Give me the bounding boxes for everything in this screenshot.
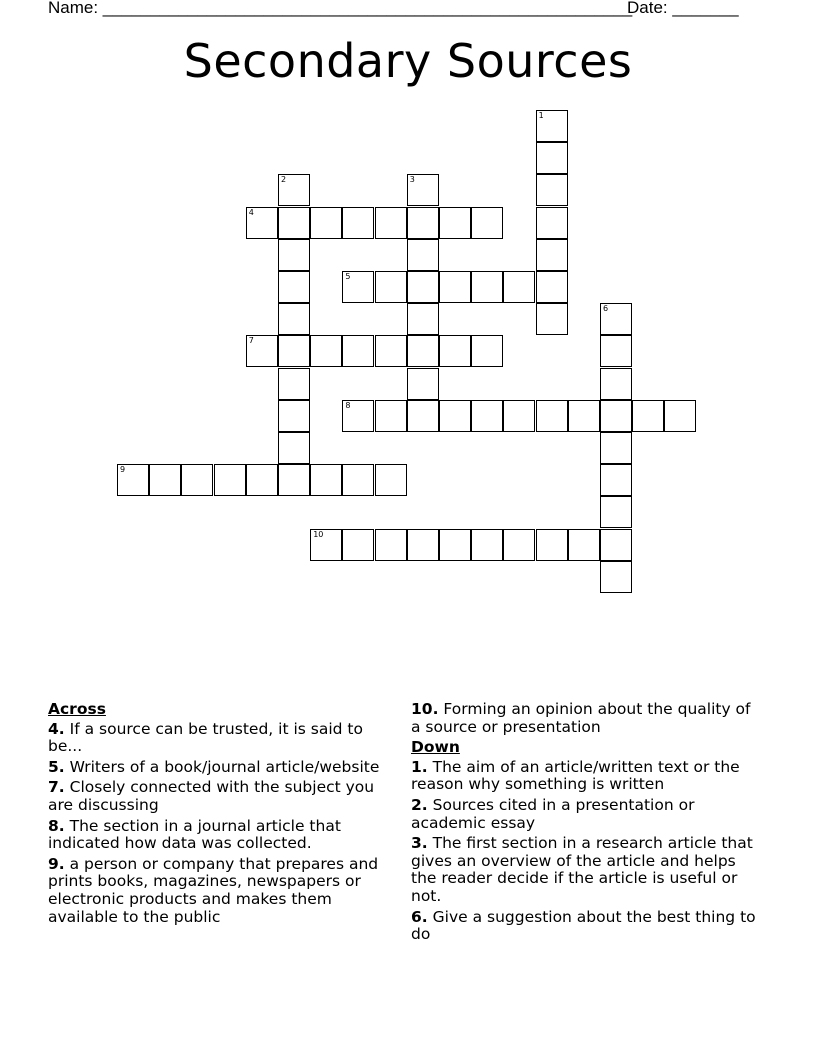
grid-cell[interactable] xyxy=(536,110,568,142)
grid-cell[interactable] xyxy=(278,335,310,367)
clue-number-label: 1 xyxy=(538,111,544,120)
clue-number-label: 3 xyxy=(409,175,415,185)
grid-cell[interactable] xyxy=(342,335,374,367)
grid-cell[interactable] xyxy=(471,207,503,239)
clue-across-7 xyxy=(48,779,393,814)
grid-cell[interactable] xyxy=(664,400,696,432)
grid-cell[interactable] xyxy=(536,271,568,303)
name-field[interactable]: Name: ________________________________________________________ xyxy=(48,0,633,17)
grid-cell[interactable] xyxy=(503,271,535,303)
grid-cell[interactable] xyxy=(342,529,374,561)
grid-cell[interactable] xyxy=(310,207,342,239)
grid-cell[interactable] xyxy=(600,529,632,561)
clue-text: Give a suggestion about the best thing to do xyxy=(411,907,756,944)
grid-cell[interactable] xyxy=(149,464,181,496)
grid-cell[interactable] xyxy=(536,303,568,335)
grid-cell[interactable] xyxy=(375,464,407,496)
grid-cell[interactable] xyxy=(600,561,632,593)
clue-number: 3. xyxy=(411,834,428,853)
grid-cell[interactable] xyxy=(536,174,568,206)
clue-number-label: 9 xyxy=(120,465,126,475)
clue-text: The aim of an article/written text or the reason why something is written xyxy=(411,757,740,794)
grid-cell[interactable] xyxy=(342,271,374,303)
grid-cell[interactable] xyxy=(600,464,632,496)
clue-number: 2. xyxy=(411,795,428,814)
clue-text: Writers of a book/journal article/website xyxy=(69,757,380,776)
clue-number-label: 2 xyxy=(281,175,287,185)
clues-right-column xyxy=(411,701,761,947)
grid-cell[interactable] xyxy=(439,207,471,239)
grid-cell[interactable] xyxy=(536,529,568,561)
grid-cell[interactable] xyxy=(278,174,310,206)
clue-number: 4. xyxy=(48,719,65,738)
grid-cell[interactable] xyxy=(246,335,278,367)
grid-cell[interactable] xyxy=(600,400,632,432)
grid-cell[interactable] xyxy=(503,529,535,561)
clue-number-label: 5 xyxy=(345,272,351,281)
grid-cell[interactable] xyxy=(407,174,439,206)
down-heading: Down xyxy=(411,738,460,757)
grid-cell[interactable] xyxy=(342,400,374,432)
grid-cell[interactable] xyxy=(439,529,471,561)
clue-across-4 xyxy=(48,721,393,756)
grid-cell[interactable] xyxy=(632,400,664,432)
grid-cell[interactable] xyxy=(536,400,568,432)
grid-cell[interactable] xyxy=(407,368,439,400)
clue-number-label: 10 xyxy=(313,529,324,539)
grid-cell[interactable] xyxy=(375,271,407,303)
grid-cell[interactable] xyxy=(246,207,278,239)
clue-number-label: 6 xyxy=(603,304,609,314)
grid-cell[interactable] xyxy=(536,239,568,271)
grid-cell[interactable] xyxy=(407,303,439,335)
clue-down-3 xyxy=(411,835,761,905)
clue-number-label: 8 xyxy=(345,400,351,410)
grid-cell[interactable] xyxy=(536,142,568,174)
grid-cell[interactable] xyxy=(568,400,600,432)
grid-cell[interactable] xyxy=(278,303,310,335)
grid-cell[interactable] xyxy=(439,400,471,432)
grid-cell[interactable] xyxy=(310,529,342,561)
grid-cell[interactable] xyxy=(503,400,535,432)
clue-number: 10. xyxy=(411,700,439,718)
clue-across-10 xyxy=(411,701,761,736)
grid-cell[interactable] xyxy=(471,271,503,303)
clue-down-6 xyxy=(411,909,761,944)
grid-cell[interactable] xyxy=(375,207,407,239)
date-field[interactable]: Date: _______ xyxy=(627,0,739,17)
grid-cell[interactable] xyxy=(568,529,600,561)
grid-cell[interactable] xyxy=(600,303,632,335)
grid-cell[interactable] xyxy=(600,368,632,400)
grid-cell[interactable] xyxy=(310,464,342,496)
clue-across-8 xyxy=(48,818,393,853)
grid-cell[interactable] xyxy=(342,207,374,239)
clue-text: If a source can be trusted, it is said to be... xyxy=(48,719,363,756)
grid-cell[interactable] xyxy=(407,239,439,271)
clue-number: 1. xyxy=(411,757,428,776)
grid-cell[interactable] xyxy=(310,335,342,367)
grid-cell[interactable] xyxy=(600,335,632,367)
clue-number-label: 4 xyxy=(248,207,254,217)
clue-number-label: 7 xyxy=(248,336,254,346)
grid-cell[interactable] xyxy=(278,239,310,271)
grid-cell[interactable] xyxy=(278,464,310,496)
clue-down-1 xyxy=(411,759,761,794)
grid-cell[interactable] xyxy=(342,464,374,496)
grid-cell[interactable] xyxy=(407,271,439,303)
grid-cell[interactable] xyxy=(407,529,439,561)
grid-cell[interactable] xyxy=(407,207,439,239)
grid-cell[interactable] xyxy=(214,464,246,496)
clue-number: 6. xyxy=(411,907,428,926)
grid-cell[interactable] xyxy=(600,432,632,464)
grid-cell[interactable] xyxy=(278,207,310,239)
grid-cell[interactable] xyxy=(246,464,278,496)
grid-cell[interactable] xyxy=(600,496,632,528)
clue-text: The section in a journal article that indicated how data was collected. xyxy=(48,816,341,853)
clue-text: Closely connected with the subject you are discussing xyxy=(48,778,375,814)
clue-number: 7. xyxy=(48,778,65,797)
clue-number: 5. xyxy=(48,757,65,776)
across-heading: Across xyxy=(48,700,106,718)
grid-cell[interactable] xyxy=(439,271,471,303)
grid-cell[interactable] xyxy=(278,432,310,464)
clue-text: Sources cited in a presentation or academic essay xyxy=(411,795,695,832)
clue-across-9 xyxy=(48,856,393,926)
clues-left-column xyxy=(48,701,393,929)
grid-cell[interactable] xyxy=(278,271,310,303)
clue-text: Forming an opinion about the quality of a source or presentation xyxy=(411,700,751,736)
grid-cell[interactable] xyxy=(471,400,503,432)
grid-cell[interactable] xyxy=(117,464,149,496)
grid-cell[interactable] xyxy=(471,335,503,367)
grid-cell[interactable] xyxy=(375,335,407,367)
grid-cell[interactable] xyxy=(375,400,407,432)
clue-down-2 xyxy=(411,797,761,832)
clue-across-5 xyxy=(48,759,393,777)
grid-cell[interactable] xyxy=(181,464,213,496)
grid-cell[interactable] xyxy=(407,335,439,367)
grid-cell[interactable] xyxy=(536,207,568,239)
grid-cell[interactable] xyxy=(375,529,407,561)
grid-cell[interactable] xyxy=(439,335,471,367)
clue-number: 9. xyxy=(48,854,65,873)
clue-text: a person or company that prepares and prints books, magazines, newspapers or electronic products and makes them available to the public xyxy=(48,854,379,926)
clue-number: 8. xyxy=(48,816,65,835)
page-title: Secondary Sources xyxy=(183,34,633,88)
grid-cell[interactable] xyxy=(407,400,439,432)
grid-cell[interactable] xyxy=(278,400,310,432)
grid-cell[interactable] xyxy=(278,368,310,400)
clue-text: The first section in a research article that gives an overview of the article and helps the reader decide if the article is useful or not. xyxy=(411,834,753,905)
grid-cell[interactable] xyxy=(471,529,503,561)
